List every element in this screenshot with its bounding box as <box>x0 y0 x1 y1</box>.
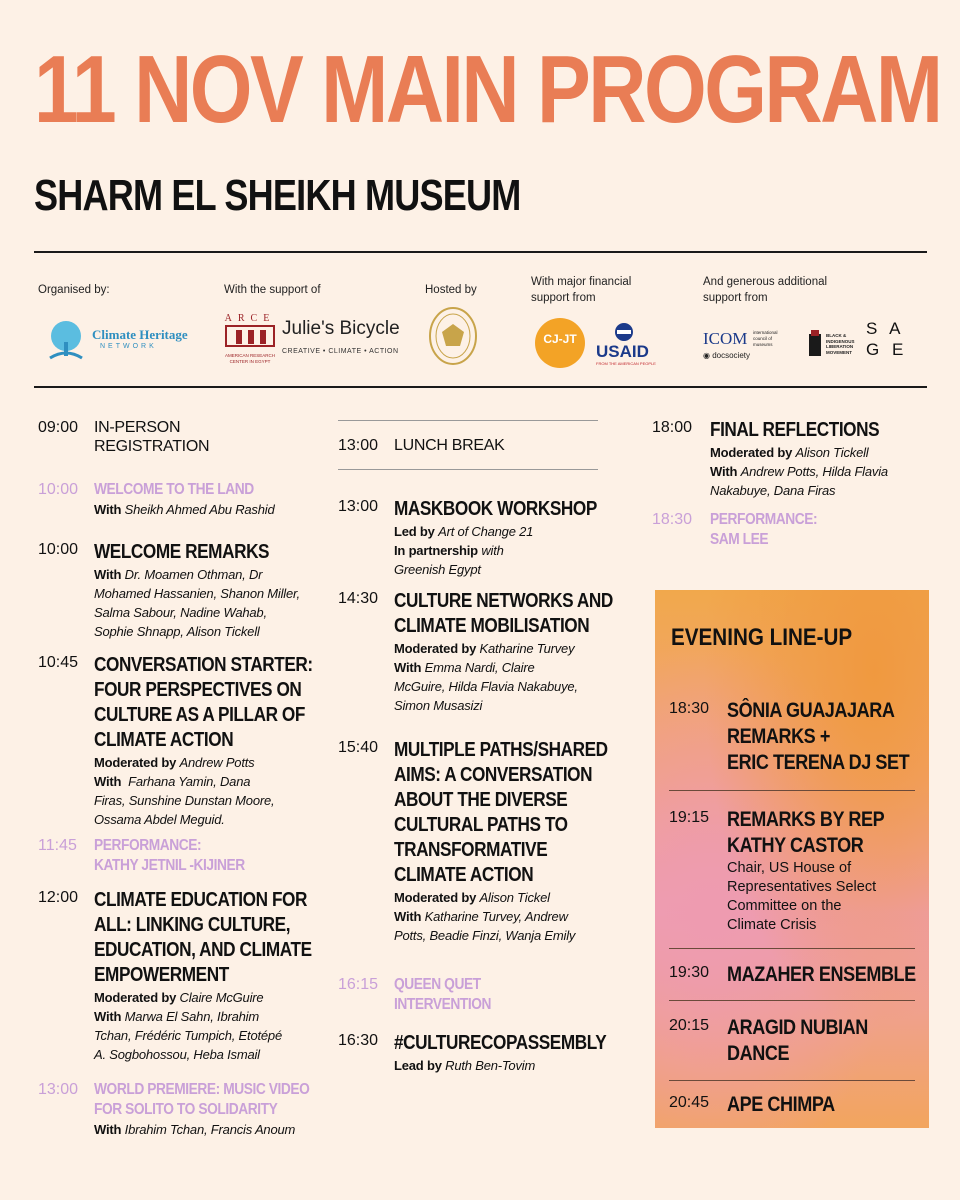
arce-logo: ARCE AMERICAN RESEARCH CENTER IN EGYPT <box>224 313 276 364</box>
climate-heritage-logo: Climate Heritage NETWORK <box>44 318 194 364</box>
organised-label: Organised by: <box>38 284 110 296</box>
lunch-divider-top <box>338 420 598 421</box>
eagle-seal-icon <box>428 306 478 366</box>
icom-logo: ICOM international council of museums ◉ docsociety <box>703 329 778 360</box>
usaid-logo: USAID FROM THE AMERICAN PEOPLE <box>594 322 654 368</box>
evening-divider <box>669 1080 915 1081</box>
temple-icon <box>224 324 276 348</box>
major-support-label: With major financial support from <box>531 276 632 304</box>
egypt-ministry-seal <box>428 306 478 366</box>
sage-logo: S A G E <box>866 319 908 359</box>
evening-lineup-panel: EVENING LINE-UP 18:30 SÔNIA GUAJAJARA REMARKS + ERIC TERENA DJ SET 19:15 REMARKS BY REP KATHY CASTOR Chair, US House of Representatives Select Committee on the Climate Crisis 19:30 MAZAHER ENSEMBLE 20:15 ARAGID NUBIAN DANCE 20:45 APE CHIMPA <box>655 590 929 1128</box>
lunch-divider-bottom <box>338 469 598 470</box>
divider-sponsors <box>34 386 927 388</box>
evening-divider <box>669 790 915 791</box>
venue-subtitle: SHARM EL SHEIKH MUSEUM <box>34 171 521 220</box>
divider-top <box>34 251 927 253</box>
julies-bicycle-logo: Julie's Bicycle CREATIVE • CLIMATE • ACTION <box>282 318 400 355</box>
handshake-seal-icon <box>612 322 636 342</box>
fist-icon <box>806 330 824 360</box>
support-label: With the support of <box>224 284 321 296</box>
tree-icon <box>44 318 88 362</box>
docsociety-logo: ◉ docsociety <box>703 351 750 360</box>
evening-lineup-title: EVENING LINE-UP <box>671 624 853 651</box>
bilm-logo: BLACK & INDIGENOUS LIBERATION MOVEMENT <box>806 330 862 360</box>
evening-divider <box>669 948 915 949</box>
page-title: 11 NOV MAIN PROGRAM <box>34 36 941 143</box>
evening-divider <box>669 1000 915 1001</box>
cjjt-logo: CJ-JT <box>535 318 585 368</box>
hosted-label: Hosted by <box>425 284 477 296</box>
additional-support-label: And generous additional support from <box>703 276 828 304</box>
